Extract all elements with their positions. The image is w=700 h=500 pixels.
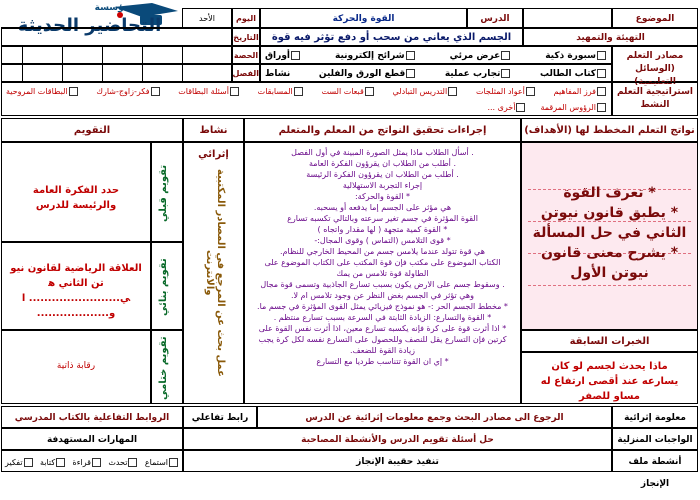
prior-knowledge-box	[521, 352, 698, 404]
checkbox-icon[interactable]	[56, 458, 65, 467]
resource-label: كتاب الطالب	[540, 69, 596, 79]
strategy-think-pair-share[interactable]	[96, 87, 160, 96]
checkbox-icon[interactable]	[406, 51, 415, 60]
skill-label: قراءة	[72, 457, 91, 467]
resource-label: شرائح إلكترونية	[334, 51, 405, 61]
checkbox-icon[interactable]	[128, 458, 137, 467]
procedure-line: * القوة كمية متجهة ( لها مقدار واتجاه )	[317, 225, 448, 234]
resource-label: أوراق	[265, 51, 290, 61]
skill-speaking[interactable]	[108, 458, 138, 467]
strategies-box	[1, 82, 612, 116]
objectives-header: نواتج التعلم المخطط لها (الأهداف)	[524, 125, 695, 136]
resource-paper-cork[interactable]	[319, 69, 416, 79]
eval-formative-label: تقويم بنائي	[158, 258, 169, 316]
lesson-label: الدرس	[480, 14, 510, 24]
checkbox-icon[interactable]	[448, 87, 457, 96]
procedure-line: * قوى التلامس (التماس ) وقوى المجال:-	[314, 236, 451, 245]
skill-thinking[interactable]	[5, 458, 34, 467]
checkbox-icon[interactable]	[291, 51, 300, 60]
resource-slides[interactable]	[335, 51, 416, 61]
skill-writing[interactable]	[40, 458, 66, 467]
procedure-line: . وسقوط جسم على الارض يكون بسبب تسارع الجاذبية وتسمى قوة مجال وهي تؤثر في الجسم بغض النظر عن وجود تلامس ام لا.	[260, 280, 505, 300]
checkbox-icon[interactable]	[294, 87, 303, 96]
procedure-line: القوة المؤثرة في جسم تغير سرعته وبالتالي تكسبه تسارع	[287, 214, 478, 223]
checkbox-icon[interactable]	[151, 87, 160, 96]
logo-line1: مؤسسة	[94, 3, 130, 13]
checkbox-icon[interactable]	[24, 458, 33, 467]
strategy-label: قبعات الست	[321, 86, 364, 96]
achievement-file-value: تنفيذ حقيبة الإنجاز	[356, 457, 439, 467]
eval-pre-label: تقويم قبلي	[158, 164, 169, 222]
resources-row2	[260, 64, 612, 82]
procedures-box	[244, 142, 521, 404]
strategy-fan-cards[interactable]	[6, 87, 79, 96]
period-label: الحصة	[233, 51, 259, 60]
strategy-label: فرز المفاهيم	[553, 86, 596, 96]
procedure-line: الكتاب الموضوع على مكتب فإن قوة المكتب على الكتاب الموضوع على الطاولة قوة تلامس من يمك	[264, 258, 501, 278]
skill-label: تحدث	[108, 457, 128, 467]
strategy-label: أسئلة البطاقات	[178, 86, 229, 96]
checkbox-icon[interactable]	[230, 87, 239, 96]
subject-value: التهيئة والتمهيد	[576, 33, 645, 43]
eval-summative-text: رقابة ذاتية	[56, 361, 96, 371]
procedure-line: * إي ان القوة تتناسب طرديا مع التسارع	[316, 357, 449, 366]
procedure-line: . أطلب من الطلاب ان يقرؤون الفكرة الرئيسة	[306, 170, 459, 179]
period-field[interactable]	[1, 46, 232, 64]
prior-knowledge-label: الخبرات السابقة	[569, 336, 650, 347]
strategy-label: التدريس التبادلي	[392, 86, 448, 96]
checkbox-icon[interactable]	[501, 51, 510, 60]
skill-listening[interactable]	[145, 458, 179, 467]
resource-student-book[interactable]	[540, 69, 607, 79]
procedure-line: هي قوة تتولد عندما يلامس جسم من المحيط الخارجي للنظام.	[280, 247, 485, 256]
interactive-link[interactable]	[1, 406, 183, 428]
procedure-line: * مخطط الجسم الحر :- هو نموذج فيزيائي يمثل القوى المؤثرة في جسم ما.	[257, 302, 508, 311]
checkbox-icon[interactable]	[406, 69, 415, 78]
strategy-label: أعواد المثلجات	[475, 86, 525, 96]
procedure-line: . أسأل الطلاب ماذا يمثل الصورة المبينة في أول الفصل	[291, 148, 474, 157]
strategy-label: البطاقات المروحية	[6, 86, 68, 96]
checkbox-icon[interactable]	[169, 458, 178, 467]
strategy-six-hats[interactable]	[322, 87, 375, 96]
procedure-line: * القوة والتسارع: الزيادة الثابتة في السرعة بسبب تسارع منتظم .	[273, 313, 492, 322]
eval-pre-text: حدد الفكرة العامة والرئيسة للدرس	[32, 185, 120, 211]
skills-box	[1, 450, 183, 472]
resources-row1	[260, 46, 612, 64]
evaluation-header: التقويم	[73, 125, 111, 136]
subject-label: الموضوع	[635, 14, 675, 24]
objective-item: * يطبق قانون نيوتن الثاني في حل المسألة	[532, 205, 687, 241]
strategy-other[interactable]	[487, 103, 526, 112]
procedures-header: إجراءات تحقيق النواتج من المعلم والمتعلم	[278, 125, 487, 136]
strategy-label: الرؤوس المرقمة	[540, 102, 596, 112]
day-label: اليوم	[236, 14, 256, 23]
procedure-line: * القوة والحركة:	[354, 192, 410, 201]
activity-text: عمل بحث عن المرجع في المصادر المكتبية والانترنت	[204, 169, 226, 377]
checkbox-icon[interactable]	[365, 87, 374, 96]
strategy-competitions[interactable]	[258, 87, 304, 96]
strategy-numbered-heads[interactable]	[540, 103, 607, 112]
strategy-label: أخرى ...	[487, 102, 516, 112]
date-label: التاريخ	[233, 33, 259, 42]
class-label: الفصل	[232, 69, 259, 78]
class-field[interactable]	[1, 64, 232, 82]
procedure-line: . أطلب من الطلاب ان يقرؤون الفكرة العامة	[309, 159, 456, 168]
objectives-box	[521, 142, 698, 330]
skill-label: تفكير	[5, 457, 23, 467]
resource-experiments[interactable]	[445, 69, 512, 79]
strategy-label: المسابقات	[257, 86, 293, 96]
activity-header: نشاط إثرائي	[198, 125, 229, 160]
strategy-card-questions[interactable]	[178, 87, 240, 96]
checkbox-icon[interactable]	[516, 103, 525, 112]
skill-label: كتابة	[39, 457, 56, 467]
procedure-line: * اذا أثرت قوة على كرة فإنه يكسبه تسارع معين، اذا أثرت نفس القوة على كرتين فإن التسارع يقل للنصف وللحصول على التسارع نفسه لكل كرة يجب زيادة القوة للضعف.	[258, 324, 507, 355]
activity-label: نشاط	[265, 69, 291, 79]
interactive-link-value: الروابط التفاعلية بالكتاب المدرسي	[14, 413, 170, 423]
resource-smartboard[interactable]	[545, 51, 607, 61]
strategy-label: فكر-زاوج-شارك	[96, 86, 150, 96]
strategies-label: استراتيجية التعلم النشط	[616, 87, 694, 110]
resource-papers[interactable]	[265, 51, 301, 61]
checkbox-icon[interactable]	[69, 87, 78, 96]
prior-knowledge-text: ماذا يحدث لجسم لو كان يسارعه عند أقصى ارتفاع له مساو للصفر	[540, 361, 679, 402]
skills-label: المهارات المستهدفة	[46, 435, 138, 445]
checkbox-icon[interactable]	[501, 69, 510, 78]
resource-label: تجارب عملية	[444, 69, 501, 79]
procedure-line: إجراء التجربة الاستهلالية	[342, 181, 423, 190]
resource-label: سبورة ذكية	[545, 51, 596, 61]
day-sunday: الأحد	[199, 14, 215, 23]
enrichment-label: معلومة إثرائية	[624, 413, 686, 423]
unit-title: القوة والحركة	[332, 14, 395, 24]
objective-item: * تعرف القوة	[563, 185, 656, 201]
eval-formative-text: العلاقة الرياضية لقانون نيوتن الثاني هي........................ او...................	[10, 263, 142, 319]
activity-box	[183, 142, 244, 404]
resources-label: مصادر التعلم (الوسائل التعليمية)	[626, 51, 684, 87]
strategy-concept-sort[interactable]	[554, 87, 607, 96]
date-field[interactable]	[1, 28, 232, 46]
procedure-line: هي مؤثر على الجسم إما يدفعه أو يسحبه.	[313, 203, 452, 212]
checkbox-icon[interactable]	[597, 87, 606, 96]
objective-item: * يشرح معنى قانون نيوتن الأول	[540, 245, 679, 281]
eval-summative-label: تقويم ختامي	[158, 336, 169, 400]
checkbox-icon[interactable]	[526, 87, 535, 96]
checkbox-icon[interactable]	[92, 458, 101, 467]
strategy-sticks[interactable]	[476, 87, 536, 96]
enrichment-value: الرجوع الى مصادر البحث وجمع معلومات إثرائية عن الدرس	[305, 413, 564, 423]
checkbox-icon[interactable]	[597, 69, 606, 78]
resource-label: قطع الورق والفلين	[318, 69, 406, 79]
lesson-title: الجسم الذي يعاني من سحب أو دفع تؤثر فيه قوة	[271, 32, 512, 43]
achievement-file-label: أنشطة ملف الإنجاز	[628, 457, 682, 489]
resource-video[interactable]	[450, 51, 512, 61]
homework-value: حل أسئلة تقويم الدرس والأنشطة المصاحبة	[301, 435, 494, 445]
checkbox-icon[interactable]	[597, 103, 606, 112]
checkbox-icon[interactable]	[597, 51, 606, 60]
homework-label: الواجبات المنزلية	[617, 435, 693, 445]
logo-line2: التحاضير الحديثة	[17, 15, 162, 36]
interactive-link-label: رابط تفاعلي	[191, 413, 249, 423]
skill-label: استماع	[144, 457, 168, 467]
skill-reading[interactable]	[73, 458, 102, 467]
resource-label: عرض مرئي	[449, 51, 501, 61]
strategy-reciprocal[interactable]	[393, 87, 459, 96]
